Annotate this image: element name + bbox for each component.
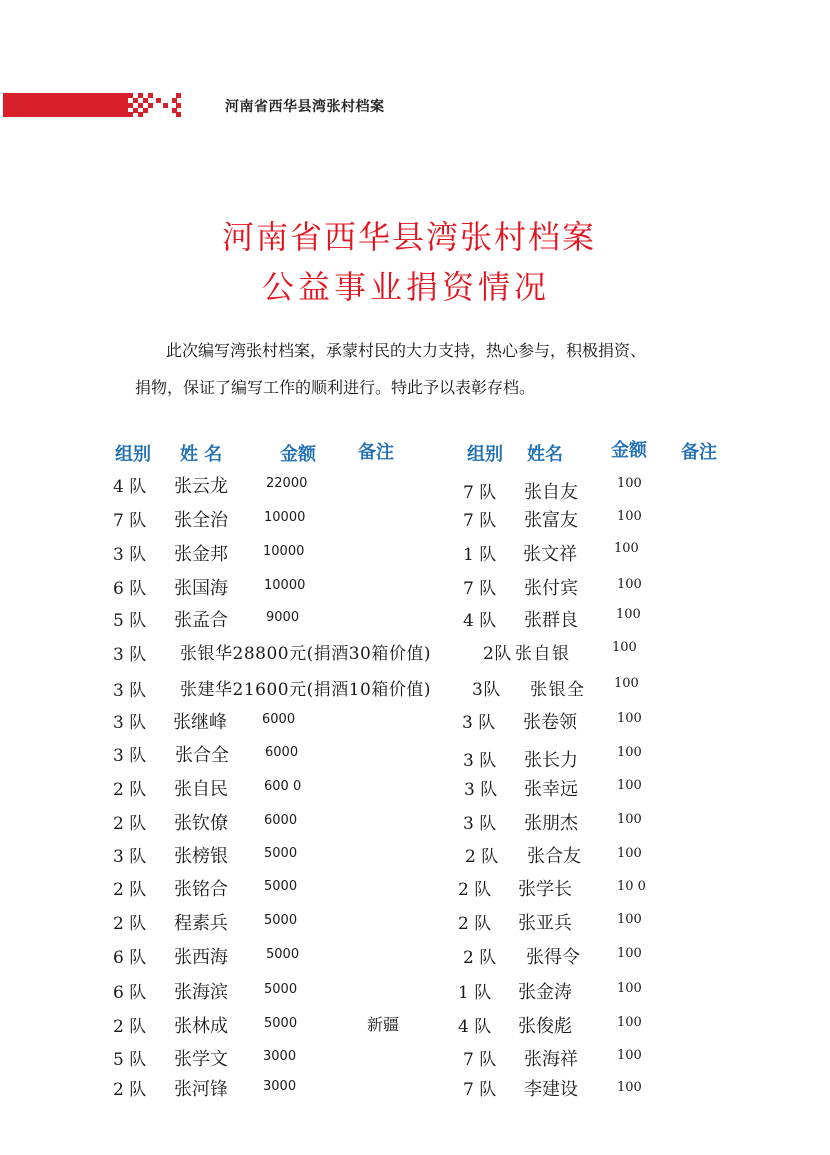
amount-cell: 100: [617, 1080, 642, 1095]
group-cell: 4 队: [458, 1017, 492, 1037]
group-cell: 4 队: [113, 477, 147, 497]
group-cell: 3 队: [464, 780, 498, 800]
amount-cell: 5000: [264, 879, 298, 894]
group-cell: 7 队: [463, 1050, 497, 1070]
name-cell: 张海祥: [524, 1049, 578, 1070]
intro-line2: 捐物，保证了编写工作的顺利进行。特此予以表彰存档。: [135, 378, 536, 397]
name-cell: 张铭合: [174, 879, 228, 900]
group-cell: 5 队: [113, 611, 147, 631]
left-header-note: 备注: [358, 442, 394, 463]
name-cell: 张长力: [524, 750, 578, 771]
name-cell: 张银全: [530, 680, 586, 700]
group-cell: 6 队: [113, 948, 147, 968]
amount-cell: 10000: [264, 510, 306, 525]
amount-cell: 10000: [264, 578, 306, 593]
checker-pattern-decoration: [128, 93, 183, 117]
amount-cell: 5000: [264, 982, 298, 997]
name-cell: 张学长: [518, 879, 572, 900]
page-title-line1: 河南省西华县湾张村档案: [222, 218, 597, 256]
name-cell: 张付宾: [524, 578, 578, 599]
group-cell: 3 队: [463, 814, 497, 834]
name-cell: 张云龙: [174, 476, 228, 497]
amount-cell: 100: [617, 912, 642, 927]
group-cell: 2 队: [458, 914, 492, 934]
group-cell: 6 队: [113, 579, 147, 599]
page-title-line2: 公益事业捐资情况: [262, 268, 551, 306]
group-cell: 3 队: [113, 713, 147, 733]
name-cell: 程素兵: [174, 913, 228, 934]
name-cell: 张海滨: [174, 982, 228, 1003]
name-cell: 张银华28800元(捐酒30箱价值): [180, 644, 431, 664]
right-header-note: 备注: [681, 442, 717, 463]
header-red-bar: [3, 93, 128, 117]
group-cell: 2 队: [463, 948, 497, 968]
amount-cell: 5000: [264, 846, 298, 861]
group-cell: 7 队: [113, 511, 147, 531]
amount-cell: 5000: [264, 913, 298, 928]
right-header-group: 组别: [467, 444, 503, 465]
name-cell: 张合全: [175, 745, 229, 766]
group-cell: 2 队: [113, 880, 147, 900]
name-cell: 张自友: [524, 482, 578, 503]
group-cell: 1 队: [458, 983, 492, 1003]
amount-cell: 100: [617, 981, 642, 996]
amount-cell: 6000: [262, 712, 296, 727]
amount-cell: 100: [617, 509, 642, 524]
name-cell: 张全治: [174, 510, 228, 531]
left-header-group: 组别: [115, 444, 151, 465]
group-cell: 2 队: [113, 1017, 147, 1037]
amount-cell: 3000: [263, 1079, 297, 1094]
name-cell: 张幸远: [524, 779, 578, 800]
amount-cell: 100: [617, 1048, 642, 1063]
name-cell: 张亚兵: [518, 913, 572, 934]
amount-cell: 100: [617, 812, 642, 827]
intro-line1: 此次编写湾张村档案，承蒙村民的大力支持，热心参与，积极捐资、: [166, 341, 647, 360]
amount-cell: 100: [614, 676, 639, 691]
name-cell: 张西海: [174, 947, 228, 968]
group-cell: 3 队: [113, 746, 147, 766]
name-cell: 张林成: [174, 1016, 228, 1037]
group-cell: 1 队: [463, 545, 497, 565]
name-cell: 张卷领: [523, 712, 577, 733]
group-cell: 2 队: [113, 914, 147, 934]
group-cell: 6 队: [113, 983, 147, 1003]
amount-cell: 10000: [263, 544, 305, 559]
left-header-amount: 金额: [280, 444, 316, 465]
name-cell: 张文祥: [523, 544, 577, 565]
name-cell: 张合友: [527, 846, 581, 867]
name-cell: 张继峰: [173, 712, 227, 733]
amount-cell: 100: [617, 946, 642, 961]
group-cell: 2队: [483, 644, 512, 664]
amount-cell: 100: [612, 640, 637, 655]
name-cell: 李建设: [524, 1079, 578, 1100]
group-cell: 4 队: [463, 611, 497, 631]
group-cell: 2 队: [465, 847, 499, 867]
running-header-title: 河南省西华县湾张村档案: [225, 99, 385, 115]
right-header-amount: 金额: [611, 440, 647, 461]
name-cell: 张朋杰: [524, 813, 578, 834]
name-cell: 张河锋: [174, 1079, 228, 1100]
name-cell: 张俊彪: [518, 1016, 572, 1037]
amount-cell: 100: [617, 577, 642, 592]
amount-cell: 100: [614, 541, 639, 556]
name-cell: 张国海: [174, 578, 228, 599]
amount-cell: 10 0: [617, 879, 646, 894]
amount-cell: 5000: [266, 947, 300, 962]
group-cell: 3 队: [113, 545, 147, 565]
amount-cell: 100: [617, 1015, 642, 1030]
group-cell: 2 队: [458, 880, 492, 900]
group-cell: 5 队: [113, 1050, 147, 1070]
amount-cell: 100: [617, 778, 642, 793]
amount-cell: 6000: [264, 813, 298, 828]
name-cell: 张自民: [174, 779, 228, 800]
name-cell: 张富友: [524, 510, 578, 531]
amount-cell: 100: [617, 846, 642, 861]
group-cell: 3 队: [113, 681, 147, 701]
amount-cell: 600 0: [264, 779, 302, 794]
right-header-name: 姓名: [527, 444, 563, 465]
amount-cell: 100: [616, 607, 641, 622]
group-cell: 3 队: [463, 751, 497, 771]
amount-cell: 100: [617, 745, 642, 760]
name-cell: 张群良: [524, 610, 578, 631]
name-cell: 张自银: [515, 644, 571, 664]
group-cell: 7 队: [463, 579, 497, 599]
name-cell: 张金邦: [174, 544, 228, 565]
name-cell: 张建华21600元(捐酒10箱价值): [180, 680, 431, 700]
amount-cell: 9000: [266, 610, 300, 625]
group-cell: 3 队: [462, 713, 496, 733]
group-cell: 7 队: [463, 1080, 497, 1100]
amount-cell: 3000: [263, 1049, 297, 1064]
amount-cell: 6000: [265, 745, 299, 760]
name-cell: 张钦僚: [174, 813, 228, 834]
name-cell: 张孟合: [174, 610, 228, 631]
group-cell: 2 队: [113, 814, 147, 834]
group-cell: 3队: [472, 680, 501, 700]
left-header-name: 姓 名: [180, 444, 223, 465]
group-cell: 3 队: [113, 645, 147, 665]
group-cell: 7 队: [463, 511, 497, 531]
amount-cell: 100: [617, 476, 642, 491]
group-cell: 7 队: [463, 483, 497, 503]
name-cell: 张榜银: [174, 846, 228, 867]
name-cell: 张金涛: [518, 982, 572, 1003]
amount-cell: 100: [617, 711, 642, 726]
note-cell: 新疆: [367, 1015, 400, 1034]
group-cell: 2 队: [113, 780, 147, 800]
amount-cell: 22000: [266, 476, 308, 491]
amount-cell: 5000: [264, 1016, 298, 1031]
name-cell: 张得令: [526, 947, 580, 968]
name-cell: 张学文: [174, 1049, 228, 1070]
group-cell: 3 队: [113, 847, 147, 867]
group-cell: 2 队: [113, 1080, 147, 1100]
